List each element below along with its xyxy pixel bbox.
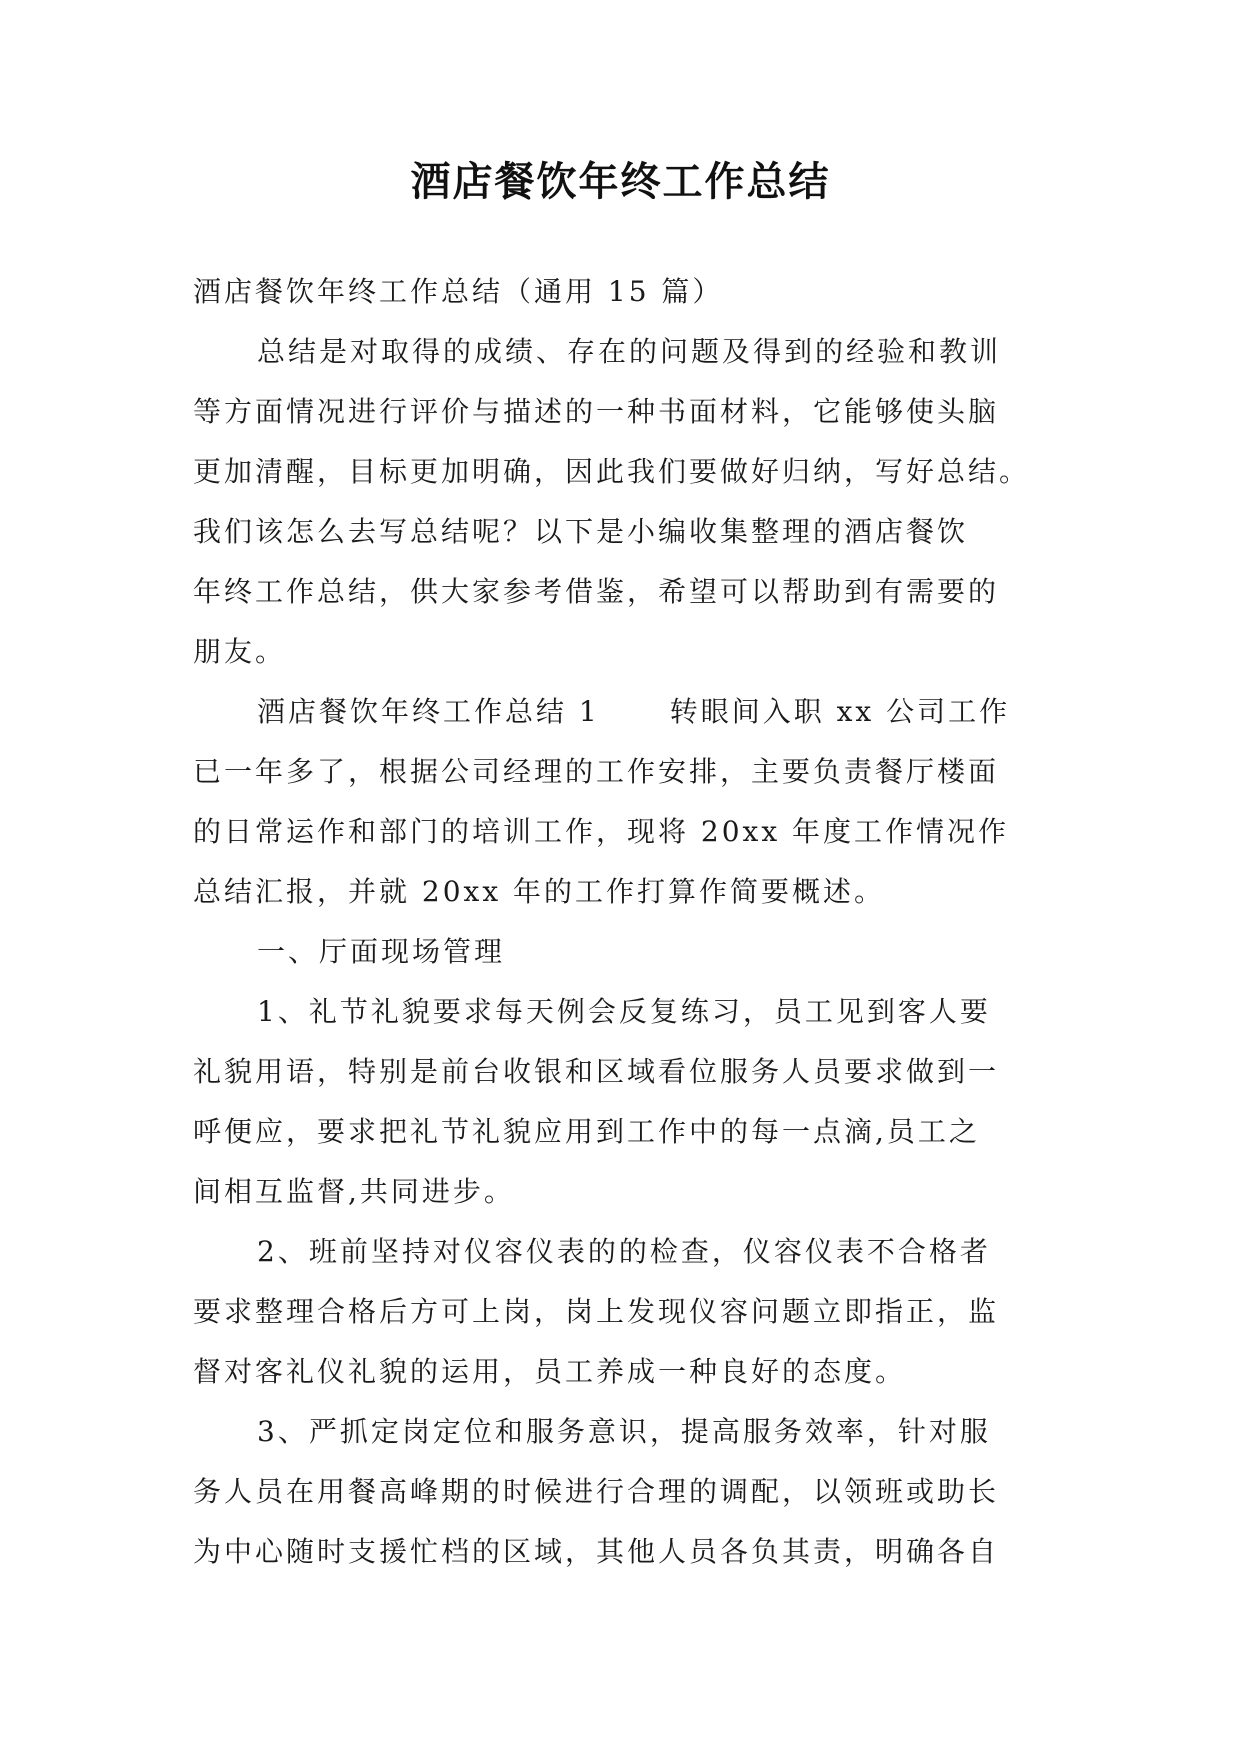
section-1-heading: 酒店餐饮年终工作总结 1 [257, 695, 600, 728]
paragraph-line: 等方面情况进行评价与描述的一种书面材料，它能够使头脑 [193, 395, 1000, 428]
paragraph-line: 督对客礼仪礼貌的运用，员工养成一种良好的态度。 [193, 1355, 907, 1388]
section-subheading: 一、厅面现场管理 [257, 935, 506, 968]
paragraph-line: 间相互监督,共同进步。 [193, 1175, 515, 1208]
paragraph-line: 朋友。 [193, 635, 287, 668]
document-body [193, 262, 1051, 1582]
paragraph-line: 的日常运作和部门的培训工作，现将 20xx 年度工作情况作 [193, 815, 1010, 848]
item-2-paragraph [193, 1222, 1051, 1402]
paragraph-line: 年终工作总结，供大家参考借鉴，希望可以帮助到有需要的 [193, 575, 1000, 608]
paragraph-line: 务人员在用餐高峰期的时候进行合理的调配，以领班或助长 [193, 1475, 1000, 1508]
paragraph-line: 2、班前坚持对仪容仪表的的检查，仪容仪表不合格者 [257, 1235, 991, 1268]
paragraph-line: 已一年多了，根据公司经理的工作安排，主要负责餐厅楼面 [193, 755, 1000, 788]
paragraph-line: 为中心随时支援忙档的区域，其他人员各负其责，明确各自 [193, 1535, 1000, 1568]
section-1-opening: 转眼间入职 xx 公司工作 [669, 695, 1011, 728]
paragraph-line: 我们该怎么去写总结呢？以下是小编收集整理的酒店餐饮 [193, 515, 969, 548]
paragraph-line: 要求整理合格后方可上岗，岗上发现仪容问题立即指正，监 [193, 1295, 1000, 1328]
paragraph-line: 呼便应，要求把礼节礼貌应用到工作中的每一点滴,员工之 [193, 1115, 980, 1148]
section-1-heading-line [193, 682, 1051, 742]
paragraph-line: 更加清醒，目标更加明确，因此我们要做好归纳，写好总结。 [193, 455, 1031, 488]
document-title: 酒店餐饮年终工作总结 [410, 159, 831, 205]
document-subtitle: 酒店餐饮年终工作总结（通用 15 篇） [193, 275, 724, 308]
paragraph-line: 1、礼节礼貌要求每天例会反复练习，员工见到客人要 [257, 995, 991, 1028]
section-1-paragraph [193, 682, 1051, 922]
paragraph-line: 礼貌用语，特别是前台收银和区域看位服务人员要求做到一 [193, 1055, 1000, 1088]
paragraph-line: 总结是对取得的成绩、存在的问题及得到的经验和教训 [257, 335, 1002, 368]
item-3-paragraph [193, 1402, 1051, 1582]
paragraph-line: 3、严抓定岗定位和服务意识，提高服务效率，针对服 [257, 1415, 991, 1448]
item-1-paragraph [193, 982, 1051, 1222]
paragraph-line: 总结汇报，并就 20xx 年的工作打算作简要概述。 [193, 875, 886, 908]
intro-paragraph [193, 322, 1051, 682]
